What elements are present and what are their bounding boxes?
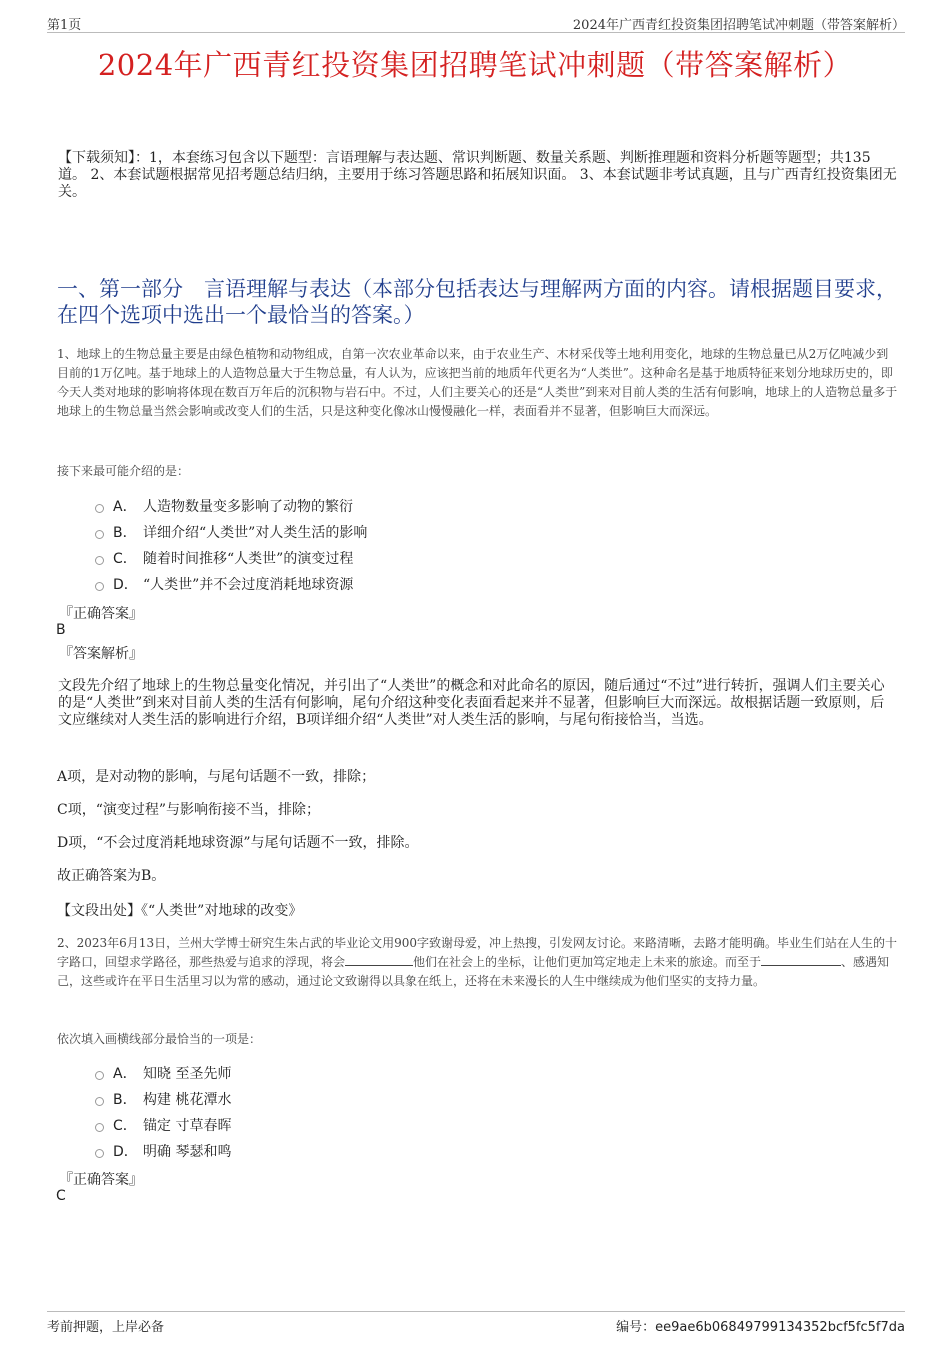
question-2-answer: C bbox=[56, 1188, 66, 1204]
radio-icon[interactable] bbox=[95, 504, 104, 513]
question-1-option-d[interactable]: D． “人类世”并不会过度消耗地球资源 bbox=[95, 571, 367, 597]
document-id: 编号：ee9ae6b06849799134352bcf5fc5f7da bbox=[616, 1320, 905, 1335]
section-title: 一、第一部分 言语理解与表达（本部分包括表达与理解两方面的内容。请根据题目要求，在四个选项中选出一个最恰当的答案。） bbox=[57, 277, 897, 327]
question-1-answer: B bbox=[56, 622, 66, 638]
question-1-answer-label: 『正确答案』 bbox=[59, 606, 143, 622]
question-2-option-c[interactable]: C． 锚定 寸草春晖 bbox=[95, 1112, 231, 1138]
question-1-analysis: 文段先介绍了地球上的生物总量变化情况，并引出了“人类世”的概念和对此命名的原因，随后通过“不过”进行转折，强调人们主要关心的是“人类世”到来对目前人类的生活有何影响，尾句介绍这种变化表面看起来并不显著，但影响巨大而深远。故根据话题一致原则，后文应继续对人类生活的影响进行介绍，B项详细介绍“人类世”对人类生活的影响，与尾句衔接恰当，当选。 bbox=[58, 678, 885, 728]
radio-icon[interactable] bbox=[95, 582, 104, 591]
question-1-option-c[interactable]: C． 随着时间推移“人类世”的演变过程 bbox=[95, 545, 367, 571]
radio-icon[interactable] bbox=[95, 530, 104, 539]
page-header bbox=[47, 14, 905, 33]
question-1-option-b[interactable]: B． 详细介绍“人类世”对人类生活的影响 bbox=[95, 519, 367, 545]
question-2-answer-label: 『正确答案』 bbox=[59, 1172, 143, 1188]
analysis-line: 故正确答案为B。 bbox=[57, 868, 166, 884]
page-number: 第1页 bbox=[47, 18, 82, 33]
radio-icon[interactable] bbox=[95, 556, 104, 565]
question-1-option-a[interactable]: A． 人造物数量变多影响了动物的繁衍 bbox=[95, 493, 367, 519]
question-1-stem: 1、地球上的生物总量主要是由绿色植物和动物组成，自第一次农业革命以来，由于农业生产、木材采伐等土地利用变化，地球的生物总量已从2万亿吨减少到目前的1万亿吨。基于地球上的人造物总量大于生物总量，有人认为，应该把当前的地质年代更名为“人类世”。这种命名是基于地质特征来划分地球历史的，即今天人类对地球的影响将体现在数百万年后的沉积物与岩石中。不过，人们主要关心的还是“人类世”到来对目前人类的生活有何影响，地球上的人造物总量多于地球上的生物总量当然会影响或改变人们的生活，只是这种变化像冰山慢慢融化一样，表面看并不显著，但影响巨大而深远。 bbox=[57, 347, 898, 418]
fill-blank-1[interactable] bbox=[345, 955, 413, 966]
question-2-option-a[interactable]: A． 知晓 至圣先师 bbox=[95, 1060, 231, 1086]
footer-slogan: 考前押题，上岸必备 bbox=[47, 1320, 165, 1335]
download-notice: 【下载须知】：1，本套练习包含以下题型：言语理解与表达题、常识判断题、数量关系题、判断推理题和资料分析题等题型；共135道。 2、本套试题根据常见招考题总结归纳，主要用于练习答题思路和拓展知识面。 3、本套试题非考试真题，且与广西青红投资集团无关。 bbox=[58, 150, 897, 200]
document-title: 2024年广西青红投资集团招聘笔试冲刺题（带答案解析） bbox=[97, 48, 853, 82]
question-2-option-d[interactable]: D． 明确 琴瑟和鸣 bbox=[95, 1138, 231, 1164]
radio-icon[interactable] bbox=[95, 1071, 104, 1080]
radio-icon[interactable] bbox=[95, 1097, 104, 1106]
fill-blank-2[interactable] bbox=[761, 955, 841, 966]
question-1-source: 【文段出处】《“人类世”对地球的改变》 bbox=[57, 903, 303, 919]
question-1-analysis-label: 『答案解析』 bbox=[59, 646, 143, 662]
radio-icon[interactable] bbox=[95, 1149, 104, 1158]
question-2-options bbox=[95, 1060, 231, 1164]
page-footer bbox=[47, 1311, 905, 1335]
question-1-options bbox=[95, 493, 367, 597]
question-2-stem: 2、2023年6月13日，兰州大学博士研究生朱占武的毕业论文用900字致谢母爱，冲上热搜，引发网友讨论。来路清晰，去路才能明确。毕业生们站在人生的十字路口，回望求学路径，那些热爱与追求的浮现，将会 他们在社会上的坐标，让他们更加笃定地走上未来的旅途。而至于 、感遇知己，这些或许在平日生活里习以为常的感动，通过论文致谢得以具象在纸上，还将在未来漫长的人生中继续成为他们坚实的支持力量。 bbox=[57, 936, 897, 988]
question-2-prompt: 依次填入画横线部分最恰当的一项是： bbox=[57, 1032, 262, 1046]
question-1-prompt: 接下来最可能介绍的是： bbox=[57, 464, 190, 478]
question-2-option-b[interactable]: B． 构建 桃花潭水 bbox=[95, 1086, 231, 1112]
radio-icon[interactable] bbox=[95, 1123, 104, 1132]
analysis-line: D项，“不会过度消耗地球资源”与尾句话题不一致，排除。 bbox=[57, 835, 419, 851]
analysis-line: A项，是对动物的影响，与尾句话题不一致，排除； bbox=[57, 769, 376, 785]
analysis-line: C项，“演变过程”与影响衔接不当，排除； bbox=[57, 802, 321, 818]
header-doc-title: 2024年广西青红投资集团招聘笔试冲刺题（带答案解析） bbox=[572, 18, 905, 33]
